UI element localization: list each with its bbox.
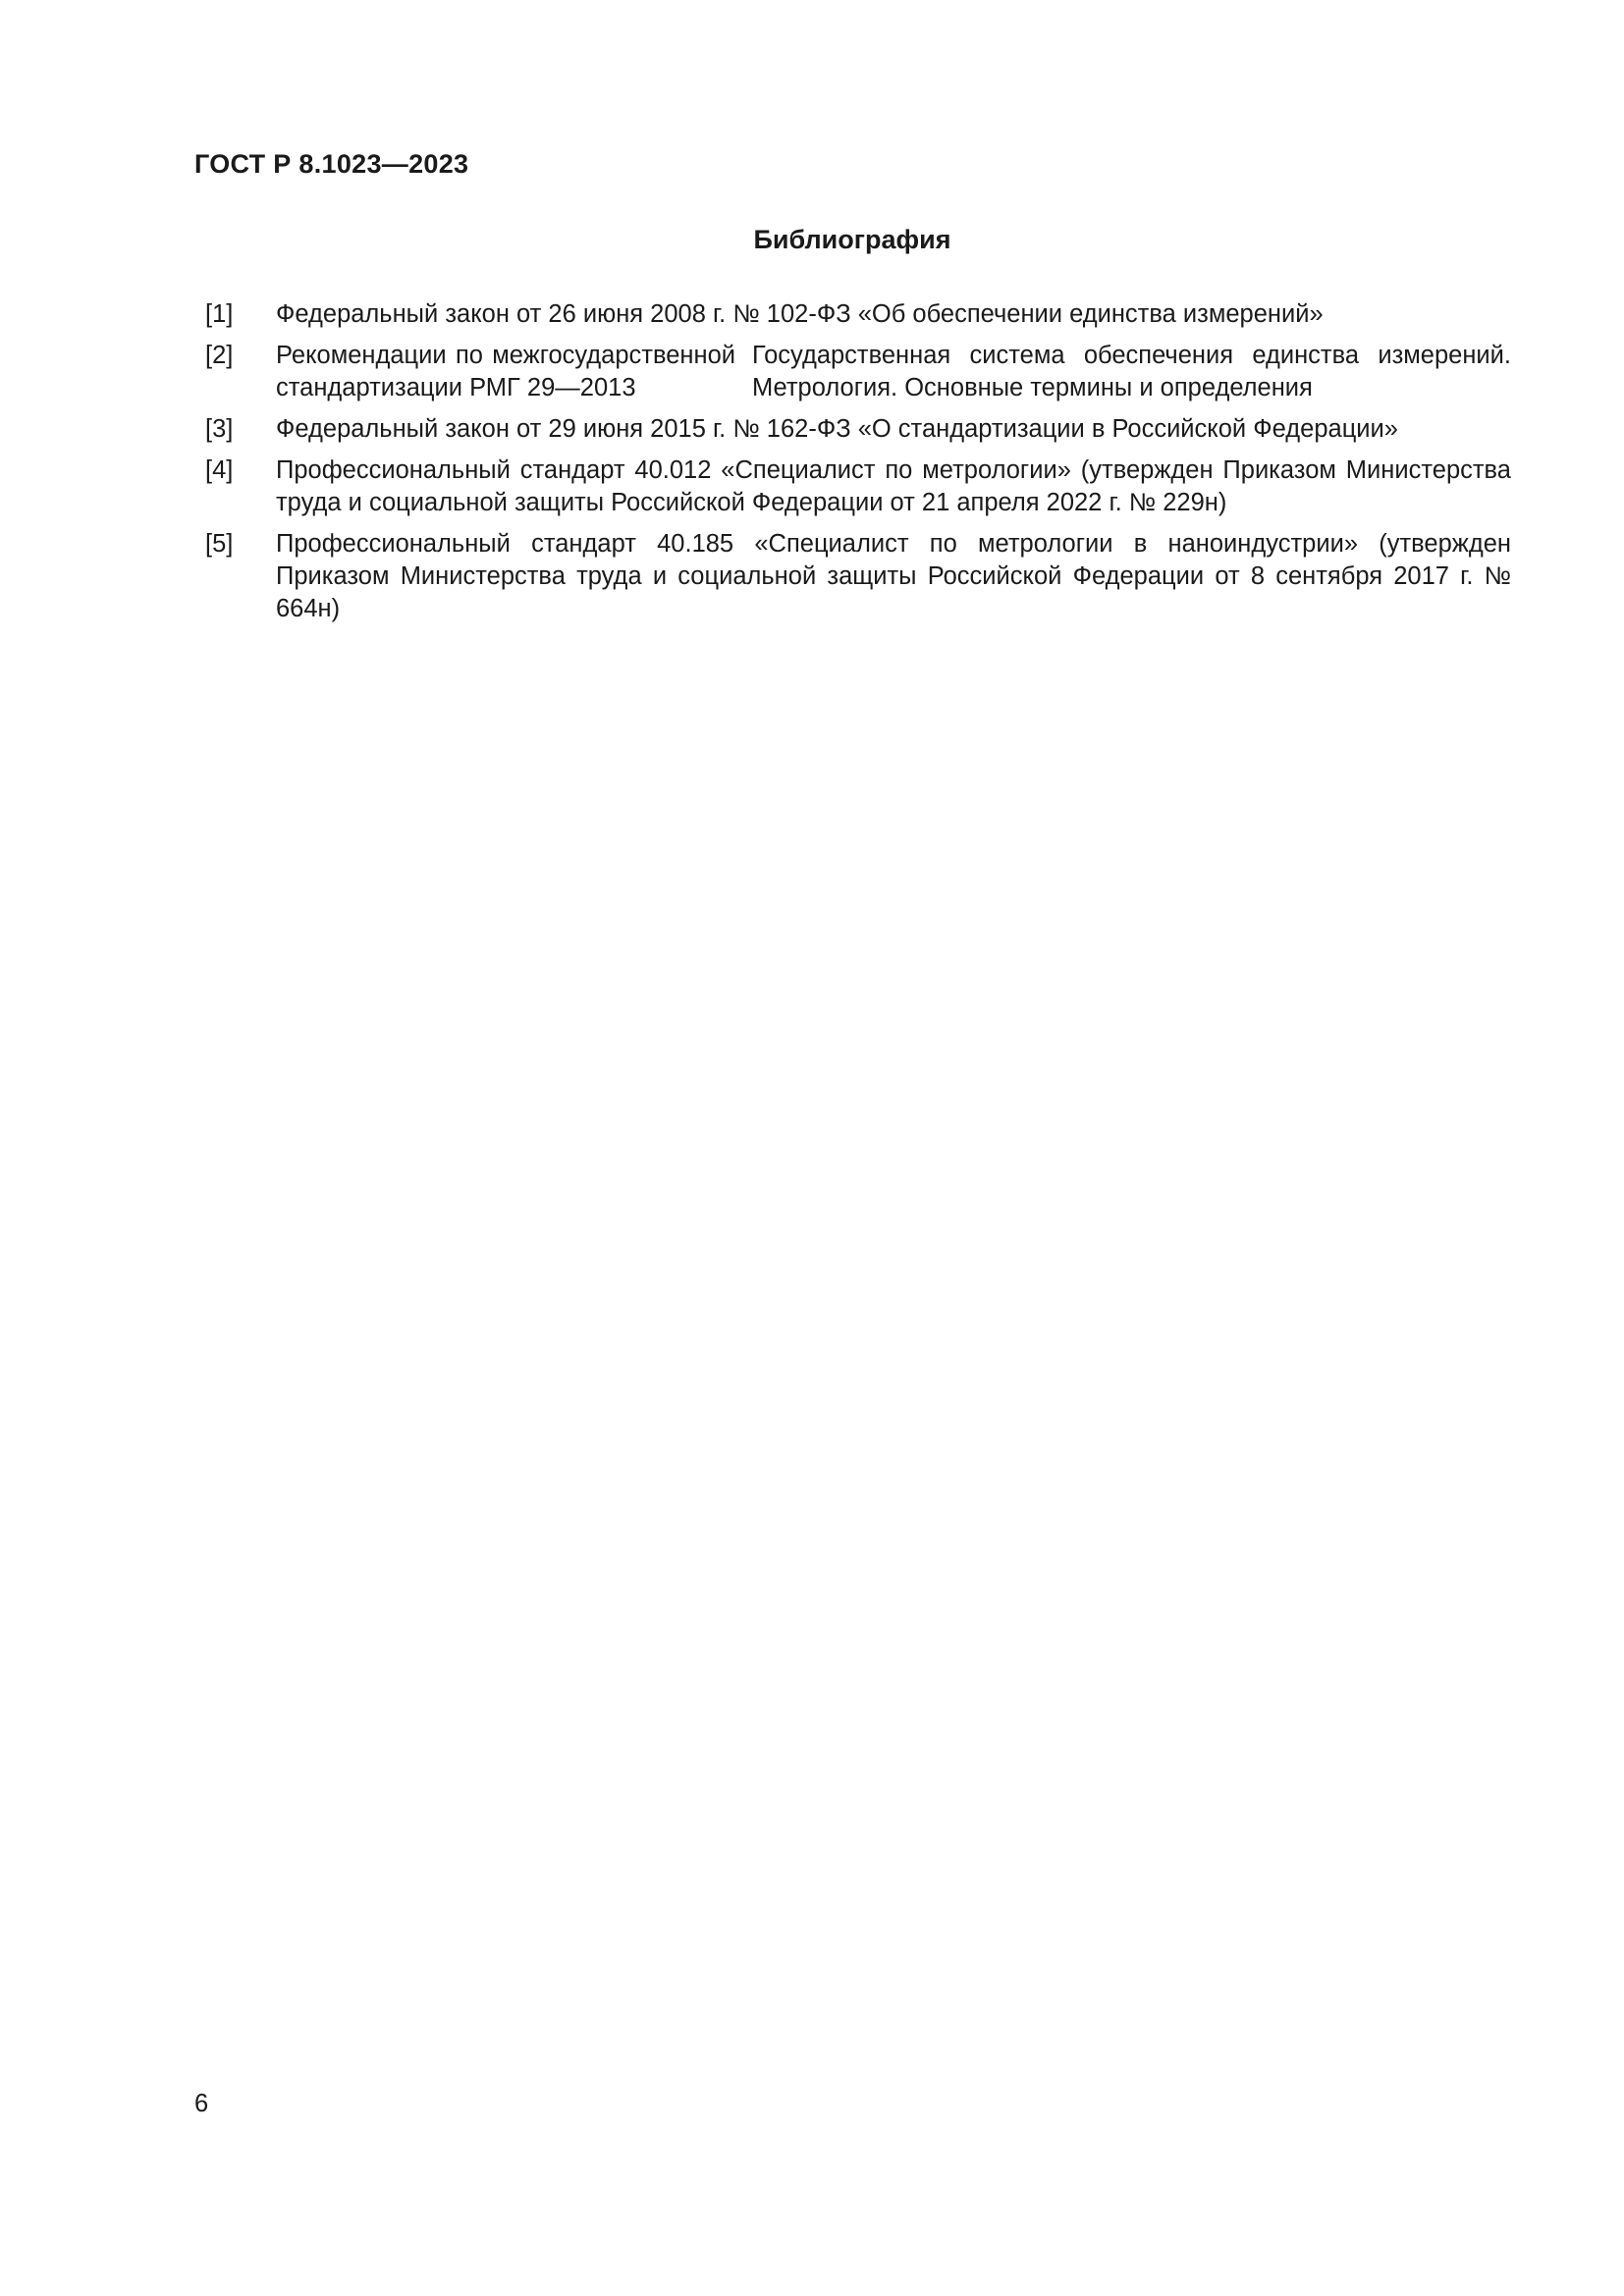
entry-number: [1] xyxy=(205,300,234,328)
entry-document-title: Государственная система обеспечения единства измерений. Метрология. Основные термины и определения xyxy=(752,342,1511,401)
entry-two-column xyxy=(276,340,1511,404)
bibliography-list xyxy=(205,298,1511,634)
document-id-header: ГОСТ Р 8.1023—2023 xyxy=(194,149,469,179)
designation-line: Рекомендации по межгосударственной xyxy=(276,342,735,369)
bibliography-entry-3 xyxy=(205,413,1511,446)
entry-number: [2] xyxy=(205,342,234,369)
entry-text: Федеральный закон от 26 июня 2008 г. № 102-ФЗ «Об обеспечении единства измерений» xyxy=(276,300,1324,328)
entry-text: Профессиональный стандарт 40.012 «Специалист по метрологии» (утвержден Приказом Министерства труда и социальной защиты Российской Федерации от 21 апреля 2022 г. № 229н) xyxy=(276,456,1511,516)
bibliography-entry-5 xyxy=(205,528,1511,625)
bibliography-entry-1 xyxy=(205,298,1511,331)
entry-text: Профессиональный стандарт 40.185 «Специалист по метрологии в наноиндустрии» (утвержден Приказом Министерства труда и социальной защиты Российской Федерации от 8 сентября 2017 г. № 664н) xyxy=(276,530,1511,622)
bibliography-entry-2 xyxy=(205,340,1511,404)
section-title: Библиография xyxy=(753,225,951,254)
entry-number: [5] xyxy=(205,530,234,558)
entry-number: [3] xyxy=(205,415,234,443)
entry-number: [4] xyxy=(205,456,234,484)
designation-line: стандартизации РМГ 29—2013 xyxy=(276,374,636,401)
page-number: 6 xyxy=(194,2090,209,2117)
bibliography-entry-4 xyxy=(205,454,1511,519)
entry-document-designation xyxy=(276,340,735,404)
entry-text: Федеральный закон от 29 июня 2015 г. № 162-ФЗ «О стандартизации в Российской Федерации» xyxy=(276,415,1398,443)
